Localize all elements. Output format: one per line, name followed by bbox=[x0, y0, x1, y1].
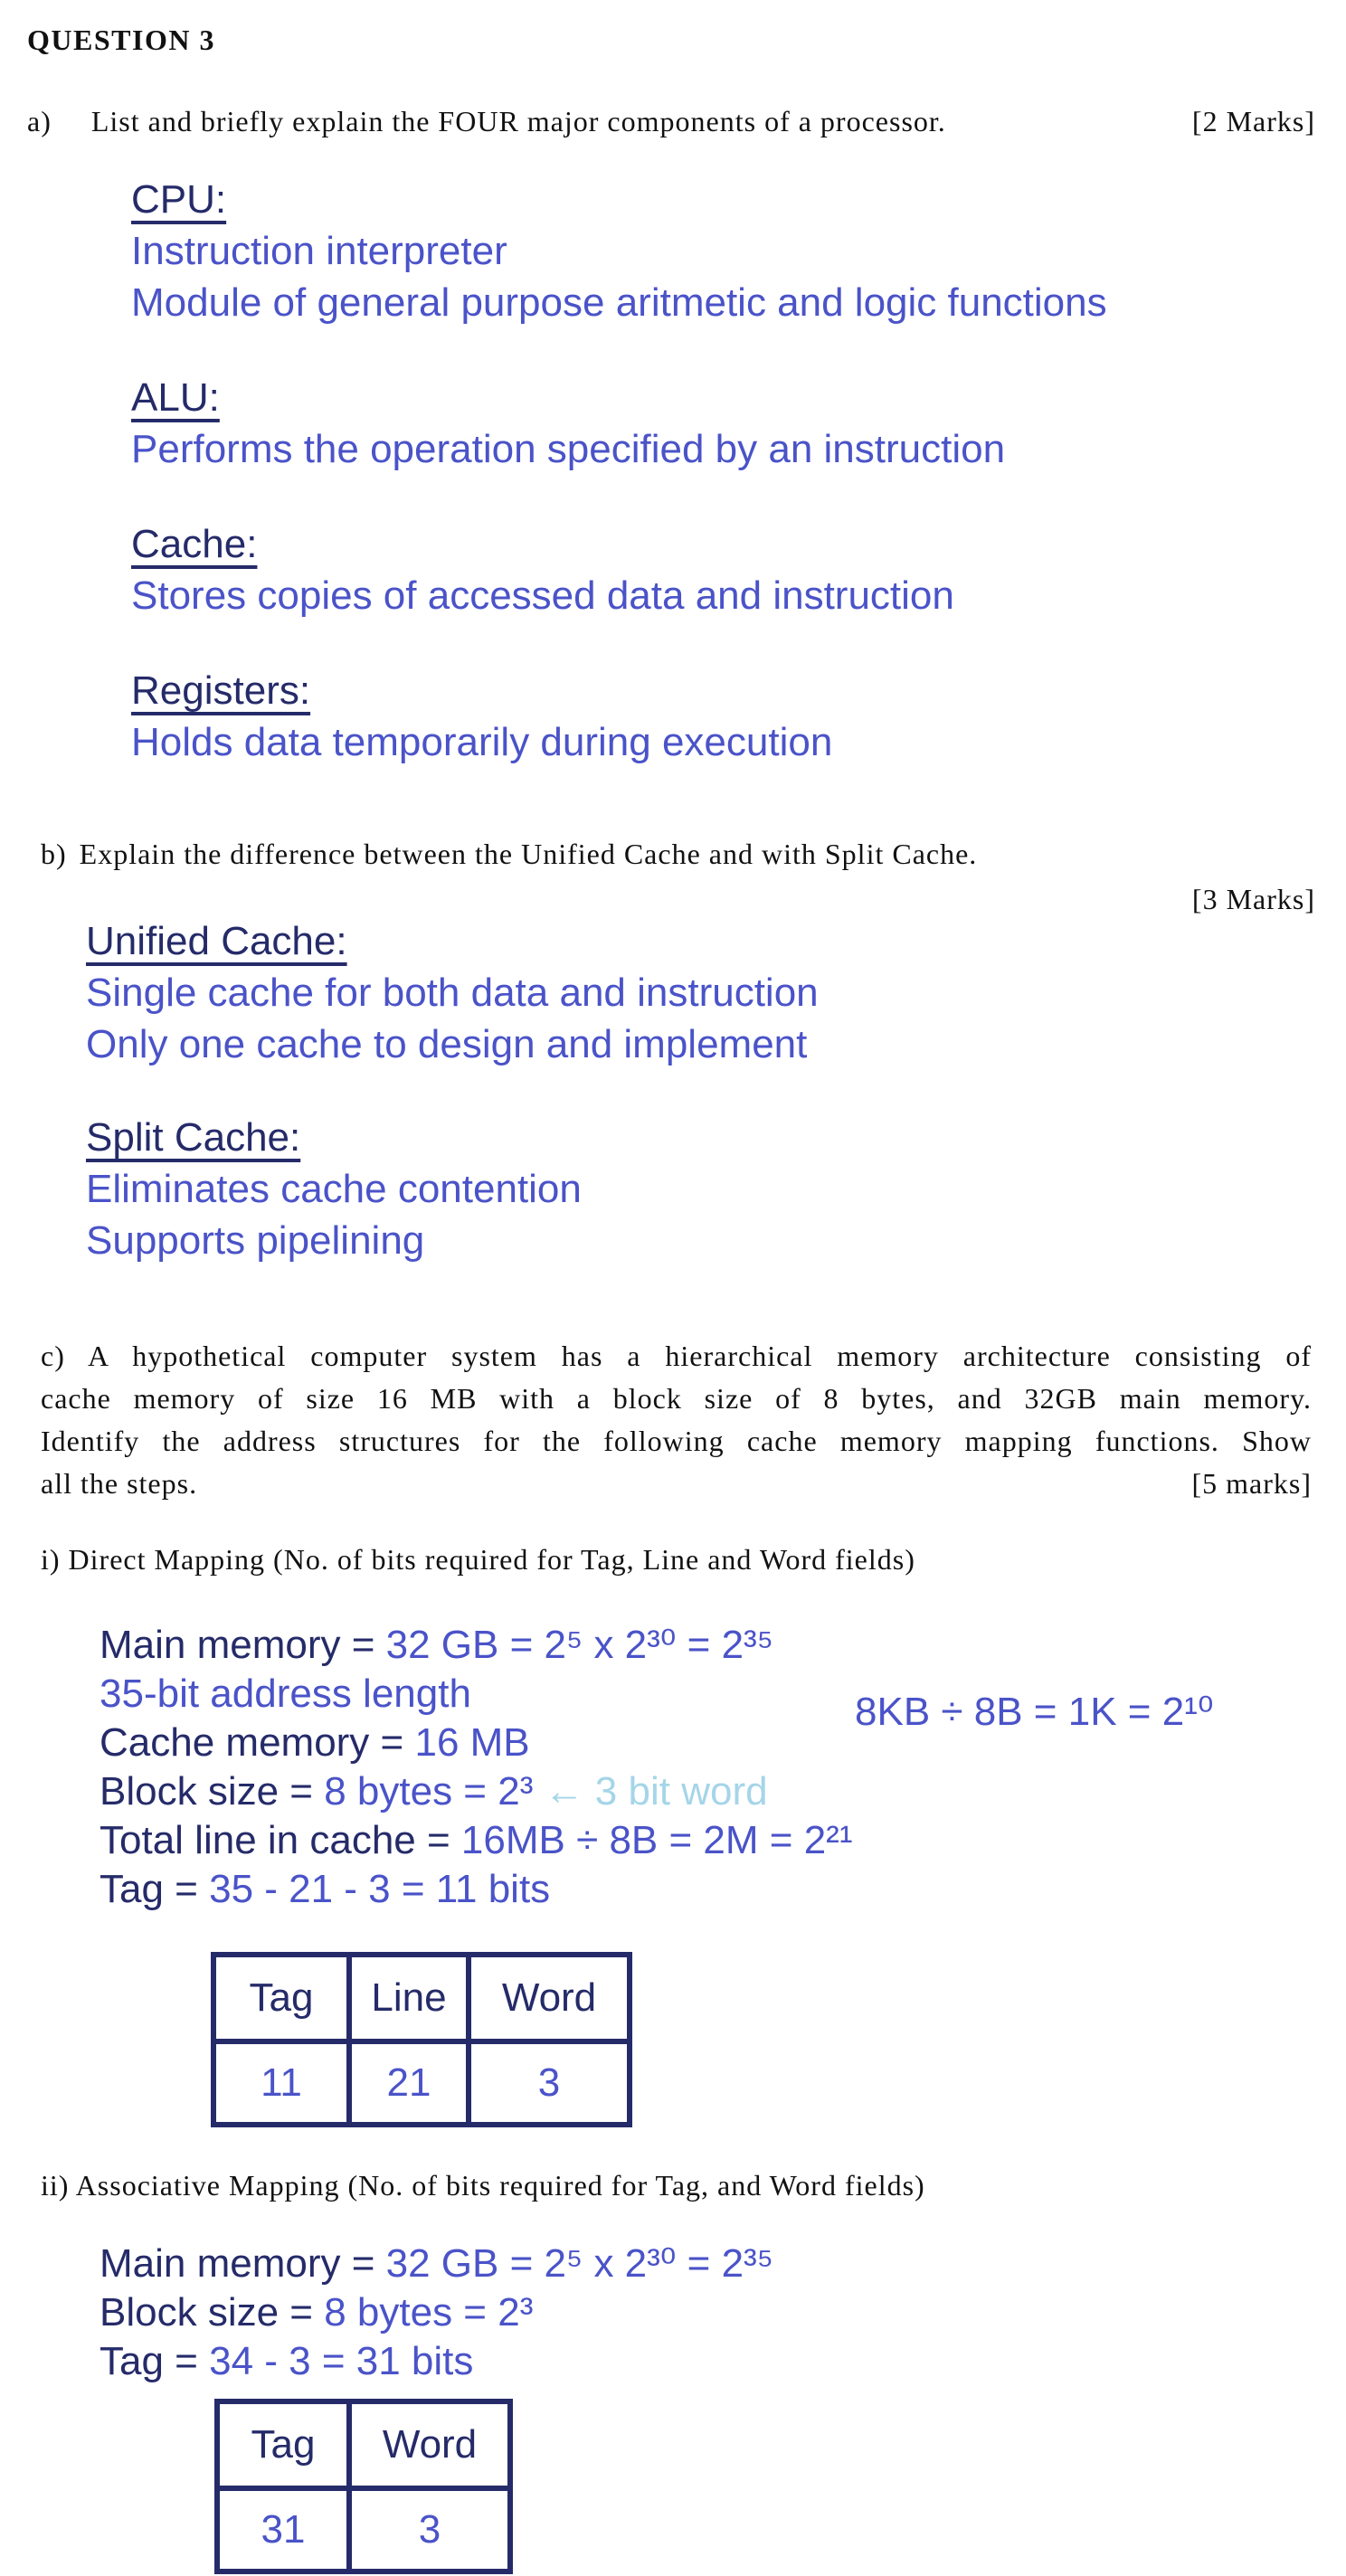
calc-label: Main memory = bbox=[100, 2241, 386, 2286]
part-c-marks-badge: [5 marks] bbox=[1191, 1467, 1312, 1500]
answer-line: Module of general purpose aritmetic and logic functions bbox=[131, 280, 1107, 325]
part-a-marks-badge: [2 Marks] bbox=[1191, 105, 1315, 137]
answer-term: Cache: bbox=[131, 522, 258, 566]
answer-term: Registers: bbox=[131, 668, 311, 713]
part-c-question-line: cache memory of size 16 MB with a block size of 8 bytes, and 32GB main memory. bbox=[41, 1382, 1312, 1415]
answer-term: Split Cache: bbox=[86, 1115, 301, 1160]
part-c-question-line: Identify the address structures for the following cache memory mapping functions. Show bbox=[41, 1425, 1312, 1457]
table-value-cell: 3 bbox=[349, 2488, 510, 2571]
answer-term: CPU: bbox=[131, 177, 227, 222]
side-note-calc: 8KB ÷ 8B = 1K = 2¹⁰ bbox=[855, 1690, 1214, 1734]
question-title: QUESTION 3 bbox=[27, 24, 215, 56]
answer-line: Performs the operation specified by an instruction bbox=[131, 427, 1006, 471]
answer-term: ALU: bbox=[131, 375, 220, 420]
part-c-question bbox=[41, 1335, 1312, 1505]
answer-line: Holds data temporarily during execution bbox=[131, 720, 833, 764]
calc-value: 8 bytes = 2³ bbox=[324, 1769, 534, 1814]
calc-value: 16MB ÷ 8B = 2M = 2²¹ bbox=[460, 1818, 853, 1862]
associative-mapping-heading: ii) Associative Mapping (No. of bits required for Tag, and Word fields) bbox=[41, 2169, 925, 2202]
calc-label: Tag = bbox=[100, 1867, 210, 1911]
part-a-question-text: List and briefly explain the FOUR major components of a processor. bbox=[90, 105, 946, 137]
table-value-cell: 11 bbox=[213, 2041, 349, 2125]
calc-value: 32 GB = 2⁵ x 2³⁰ = 2³⁵ bbox=[385, 1623, 773, 1667]
table-header-row bbox=[213, 1955, 630, 2041]
associative-mapping-table bbox=[214, 2399, 513, 2574]
answer-line: Instruction interpreter bbox=[131, 229, 507, 273]
calc-label: Tag = bbox=[100, 2339, 210, 2383]
calc-value: 35-bit address length bbox=[100, 1672, 471, 1716]
table-value-row bbox=[217, 2488, 510, 2571]
calc-label: Block size = bbox=[100, 1769, 325, 1814]
calc-line bbox=[100, 1767, 852, 1816]
table-header-cell: Tag bbox=[217, 2401, 349, 2488]
calc-label: Main memory = bbox=[100, 1623, 386, 1667]
table-header-cell: Word bbox=[349, 2401, 510, 2488]
part-c-question-last-line bbox=[41, 1463, 1312, 1505]
calc-value: 34 - 3 = 31 bits bbox=[209, 2339, 474, 2383]
answer-line: Stores copies of accessed data and instruction bbox=[131, 573, 954, 618]
answer-line: Only one cache to design and implement bbox=[86, 1022, 808, 1066]
calc-value: 32 GB = 2⁵ x 2³⁰ = 2³⁵ bbox=[385, 2241, 773, 2286]
answer-group-cache bbox=[131, 518, 1107, 621]
answer-line: Eliminates cache contention bbox=[86, 1167, 582, 1211]
table-value-row bbox=[213, 2041, 630, 2125]
calc-label: Cache memory = bbox=[100, 1720, 415, 1765]
answer-term: Unified Cache: bbox=[86, 919, 347, 963]
answer-group-cpu bbox=[131, 174, 1107, 328]
calc-value: 35 - 21 - 3 = 11 bits bbox=[209, 1867, 551, 1911]
direct-mapping-table bbox=[211, 1952, 632, 2127]
table-header-cell: Line bbox=[349, 1955, 469, 2041]
direct-mapping-heading: i) Direct Mapping (No. of bits required for Tag, Line and Word fields) bbox=[41, 1543, 915, 1576]
table-header-row bbox=[217, 2401, 510, 2488]
table-value-cell: 3 bbox=[469, 2041, 630, 2125]
part-a-prefix: a) bbox=[27, 105, 52, 137]
table-header-cell: Word bbox=[469, 1955, 630, 2041]
part-b-question-text: Explain the difference between the Unified Cache and with Split Cache. bbox=[79, 838, 978, 870]
part-b-marks-badge: [3 Marks] bbox=[1191, 883, 1315, 915]
calc-label: Block size = bbox=[100, 2290, 325, 2334]
answer-group-unified-cache bbox=[86, 915, 819, 1070]
calc-line bbox=[100, 2288, 773, 2337]
calc-line bbox=[100, 1670, 852, 1719]
part-a-answers bbox=[131, 174, 1107, 768]
part-a-question-row bbox=[27, 105, 1315, 138]
calc-line bbox=[100, 2337, 773, 2386]
direct-mapping-work bbox=[100, 1621, 1214, 1914]
calc-value: 16 MB bbox=[414, 1720, 530, 1765]
calc-value: 8 bytes = 2³ bbox=[324, 2290, 534, 2334]
calc-line bbox=[100, 1621, 852, 1670]
answer-group-alu bbox=[131, 372, 1107, 475]
part-b-answers bbox=[86, 915, 819, 1266]
answer-group-registers bbox=[131, 665, 1107, 768]
calc-label: Total line in cache = bbox=[100, 1818, 461, 1862]
calc-line bbox=[100, 1816, 852, 1865]
part-c-question-line: c) A hypothetical computer system has a hierarchical memory architecture consisting of bbox=[41, 1340, 1312, 1372]
calc-line bbox=[100, 2240, 773, 2288]
part-b-prefix: b) bbox=[41, 838, 67, 870]
associative-mapping-work bbox=[100, 2240, 773, 2386]
answer-line: Single cache for both data and instruction bbox=[86, 971, 819, 1015]
table-value-cell: 21 bbox=[349, 2041, 469, 2125]
answer-group-split-cache bbox=[86, 1112, 819, 1266]
calc-line bbox=[100, 1865, 852, 1914]
answer-line: Supports pipelining bbox=[86, 1218, 425, 1263]
part-b-question-row bbox=[41, 838, 977, 871]
table-header-cell: Tag bbox=[213, 1955, 349, 2041]
part-c-question-line: all the steps. bbox=[41, 1467, 198, 1500]
calc-note: ← 3 bit word bbox=[533, 1769, 768, 1814]
table-value-cell: 31 bbox=[217, 2488, 349, 2571]
calc-line bbox=[100, 1719, 852, 1767]
